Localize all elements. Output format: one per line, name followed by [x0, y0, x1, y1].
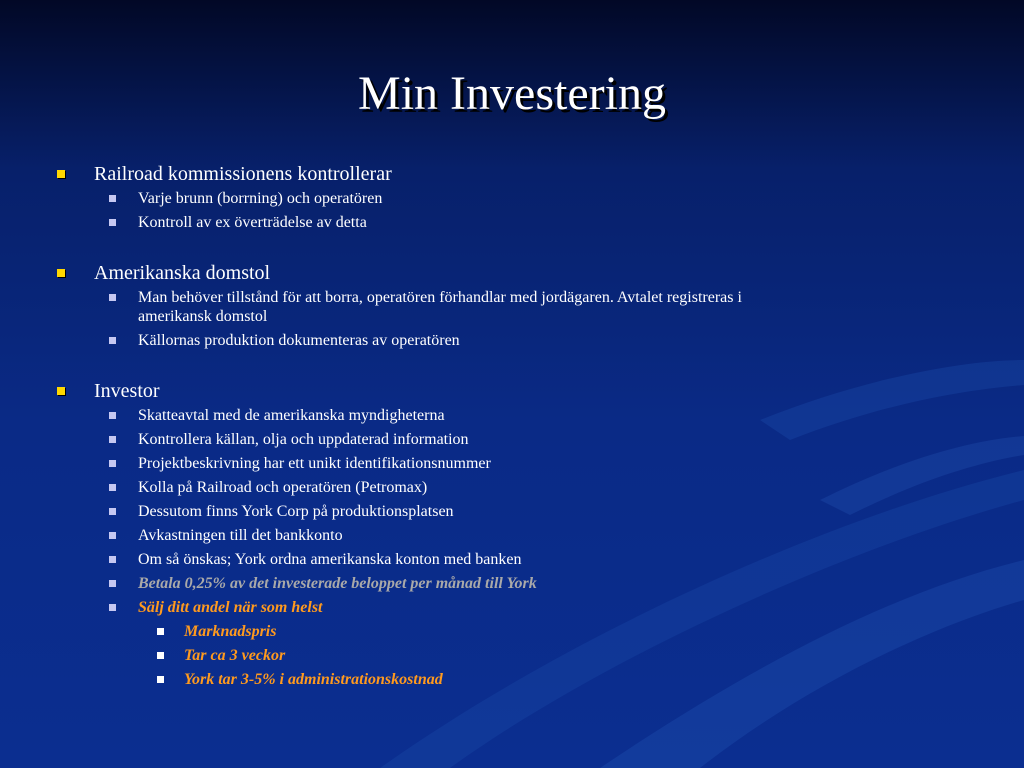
square-bullet-icon	[157, 652, 164, 659]
square-bullet-icon	[109, 460, 116, 467]
list-item: Kontrollera källan, olja och uppdaterad information	[138, 430, 469, 449]
list-item-fee: Betala 0,25% av det investerade beloppet per månad till York	[138, 574, 537, 593]
square-bullet-icon	[109, 412, 116, 419]
list-item: Varje brunn (borrning) och operatören	[138, 189, 382, 208]
square-bullet-icon	[157, 628, 164, 635]
list-item: Kontroll av ex överträdelse av detta	[138, 213, 367, 232]
list-item: Dessutom finns York Corp på produktionsplatsen	[138, 502, 454, 521]
list-item: Avkastningen till det bankkonto	[138, 526, 343, 545]
square-bullet-icon	[57, 269, 65, 277]
square-bullet-icon	[109, 337, 116, 344]
list-item: Om så önskas; York ordna amerikanska konton med banken	[138, 550, 522, 569]
square-bullet-icon	[109, 195, 116, 202]
sub-list-item: York tar 3-5% i administrationskostnad	[184, 670, 443, 689]
square-bullet-icon	[157, 676, 164, 683]
list-item: Skatteavtal med de amerikanska myndigheterna	[138, 406, 445, 425]
square-bullet-icon	[109, 580, 116, 587]
section-heading-railroad: Railroad kommissionens kontrollerar	[94, 162, 392, 186]
square-bullet-icon	[109, 556, 116, 563]
list-item: Källornas produktion dokumenteras av operatören	[138, 331, 460, 350]
list-item-sell: Sälj ditt andel när som helst	[138, 598, 322, 617]
list-item: Projektbeskrivning har ett unikt identifikationsnummer	[138, 454, 491, 473]
section-heading-investor: Investor	[94, 379, 160, 403]
section-heading-domstol: Amerikanska domstol	[94, 261, 270, 285]
list-item: Kolla på Railroad och operatören (Petromax)	[138, 478, 427, 497]
square-bullet-icon	[109, 532, 116, 539]
list-item: Man behöver tillstånd för att borra, operatören förhandlar med jordägaren. Avtalet registreras i	[138, 288, 742, 307]
list-item-continuation: amerikansk domstol	[138, 308, 268, 325]
square-bullet-icon	[109, 219, 116, 226]
square-bullet-icon	[109, 484, 116, 491]
square-bullet-icon	[57, 170, 65, 178]
square-bullet-icon	[109, 604, 116, 611]
square-bullet-icon	[109, 436, 116, 443]
slide-title: Min Investering	[358, 67, 666, 120]
sub-list-item: Tar ca 3 veckor	[184, 646, 285, 665]
square-bullet-icon	[57, 387, 65, 395]
square-bullet-icon	[109, 294, 116, 301]
square-bullet-icon	[109, 508, 116, 515]
sub-list-item: Marknadspris	[184, 622, 276, 641]
